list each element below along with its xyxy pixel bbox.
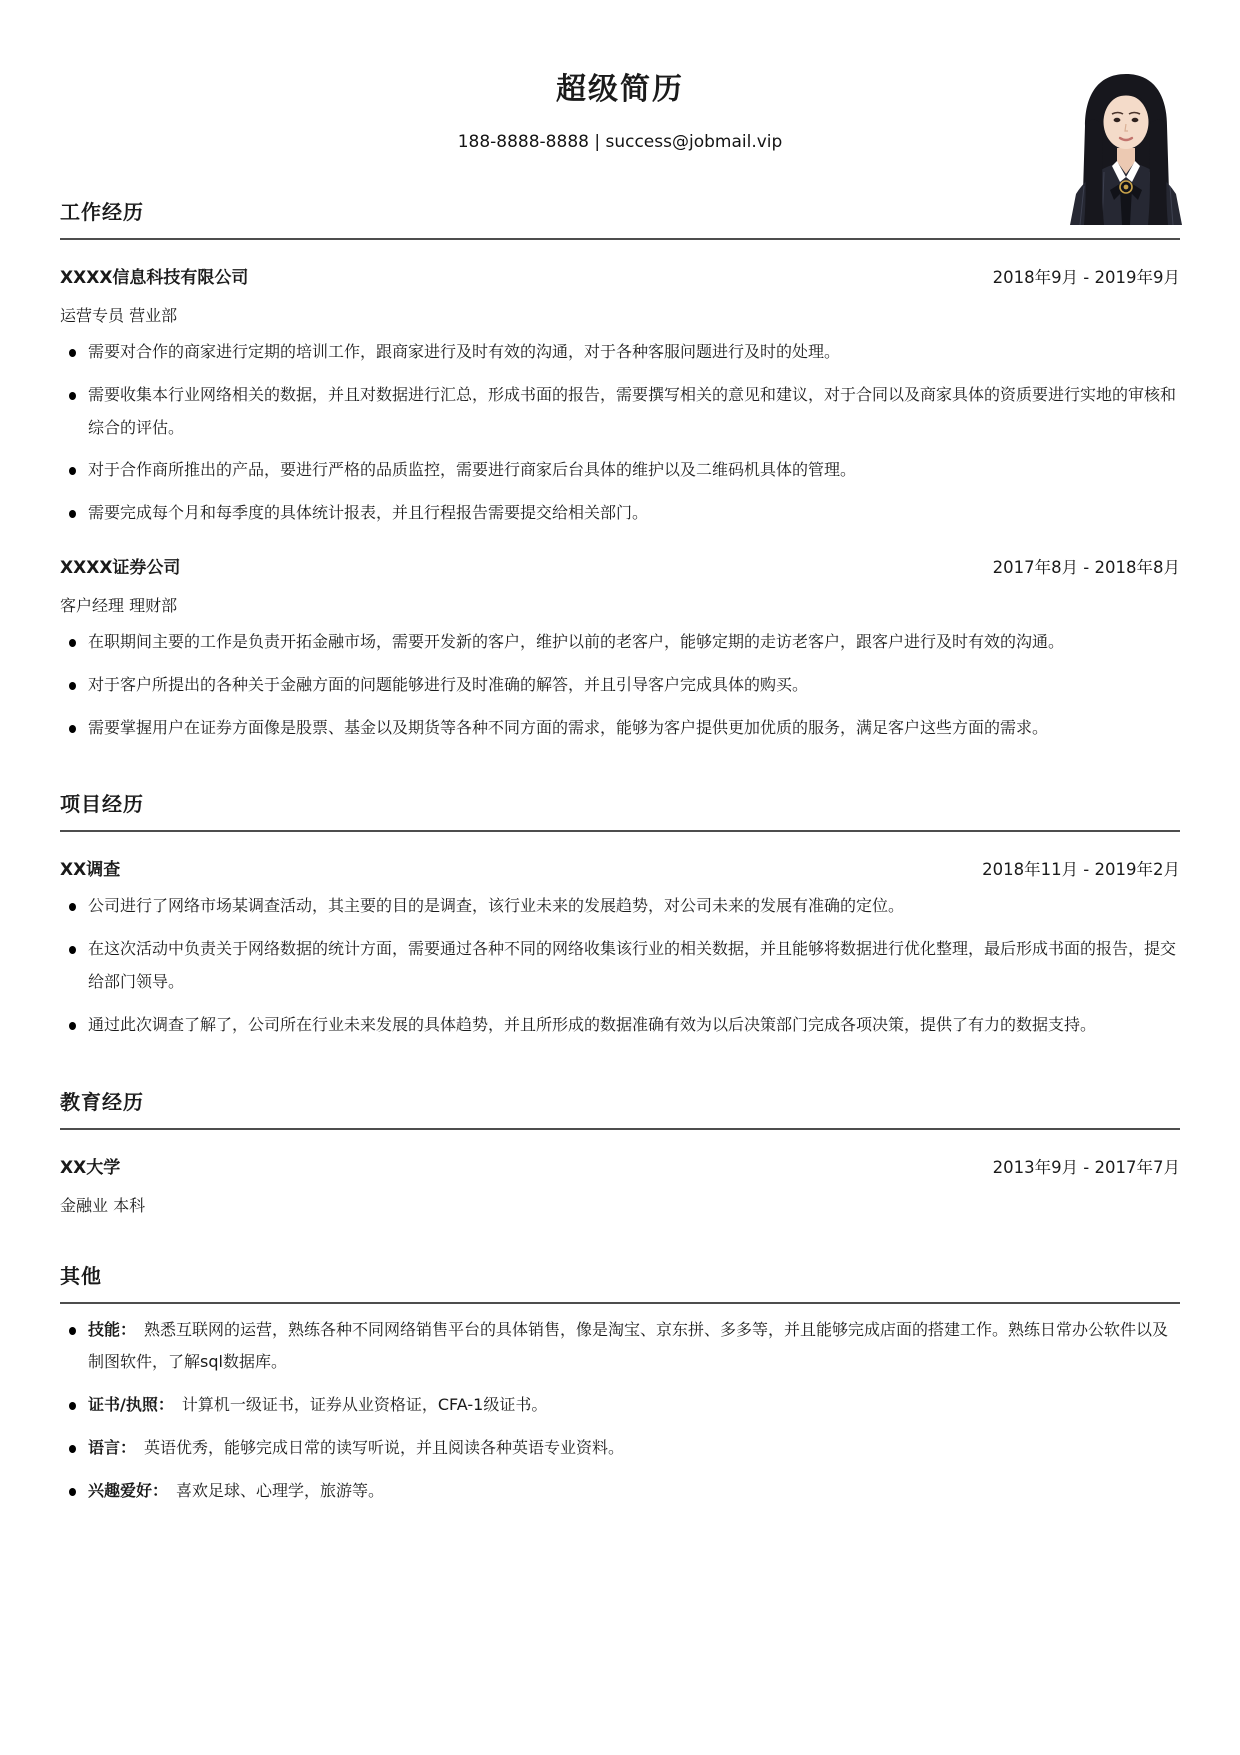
bullet-item: [60, 1389, 1180, 1422]
bullet-item: 对于客户所提出的各种关于金融方面的问题能够进行及时准确的解答，并且引导客户完成具体的购买。: [60, 669, 1180, 702]
project-entry: [60, 855, 1180, 1041]
bullet-item: [60, 1475, 1180, 1508]
profile-photo: [1060, 62, 1192, 225]
other-label: 语言：: [88, 1437, 137, 1457]
other-label: 技能：: [88, 1319, 137, 1339]
bullet-item: 需要对合作的商家进行定期的培训工作，跟商家进行及时有效的沟通，对于各种客服问题进行及时的处理。: [60, 336, 1180, 369]
page-title: 超级简历: [556, 72, 684, 107]
job-position: 客户经理 理财部: [60, 595, 178, 615]
contact-line: 188-8888-8888 | success@jobmail.vip: [457, 132, 783, 152]
job-entry: [60, 263, 1180, 530]
bullet-list: [60, 626, 1180, 744]
section-other: [60, 1260, 1180, 1508]
other-label: 证书/执照：: [88, 1395, 174, 1415]
job-period: 2018年9月 - 2019年9月: [992, 268, 1180, 287]
section-heading-projects: 项目经历: [60, 788, 1180, 832]
bullet-item: 在这次活动中负责关于网络数据的统计方面，需要通过各种不同的网络收集该行业的相关数据，并且能够将数据进行优化整理，最后形成书面的报告，提交给部门领导。: [60, 933, 1180, 999]
section-projects: [60, 788, 1180, 1041]
other-text: 英语优秀，能够完成日常的读写听说，并且阅读各种英语专业资料。: [144, 1437, 625, 1457]
other-text: 喜欢足球、心理学，旅游等。: [176, 1480, 385, 1500]
job-entry: [60, 553, 1180, 744]
section-heading-education: 教育经历: [60, 1086, 1180, 1130]
section-education: [60, 1086, 1180, 1216]
bullet-item: 通过此次调查了解了，公司所在行业未来发展的具体趋势，并且所形成的数据准确有效为以后决策部门完成各项决策，提供了有力的数据支持。: [60, 1009, 1180, 1042]
section-heading-work: 工作经历: [60, 196, 1180, 240]
bullet-item: 在职期间主要的工作是负责开拓金融市场，需要开发新的客户，维护以前的老客户，能够定期的走访老客户，跟客户进行及时有效的沟通。: [60, 626, 1180, 659]
bullet-list: [60, 1314, 1180, 1508]
other-text: 计算机一级证书，证券从业资格证，CFA-1级证书。: [181, 1395, 548, 1415]
bullet-item: 需要完成每个月和每季度的具体统计报表，并且行程报告需要提交给相关部门。: [60, 497, 1180, 530]
bullet-item: [60, 1314, 1180, 1380]
bullet-item: 需要掌握用户在证券方面像是股票、基金以及期货等各种不同方面的需求，能够为客户提供更加优质的服务，满足客户这些方面的需求。: [60, 712, 1180, 745]
bullet-item: 公司进行了网络市场某调查活动，其主要的目的是调查，该行业未来的发展趋势，对公司未来的发展有准确的定位。: [60, 890, 1180, 923]
job-period: 2017年8月 - 2018年8月: [992, 557, 1180, 577]
project-period: 2018年11月 - 2019年2月: [982, 860, 1180, 880]
other-text: 熟悉互联网的运营，熟练各种不同网络销售平台的具体销售，像是淘宝、京东拼、多多等，并且能够完成店面的搭建工作。熟练日常办公软件以及制图软件，了解sql数据库。: [88, 1319, 1169, 1372]
bullet-item: [60, 1432, 1180, 1465]
bullet-item: 对于合作商所推出的产品，要进行严格的品质监控，需要进行商家后台具体的维护以及二维码机具体的管理。: [60, 454, 1180, 487]
bullet-list: [60, 890, 1180, 1041]
company-name: XXXX证券公司: [60, 557, 181, 578]
education-period: 2013年9月 - 2017年7月: [992, 1157, 1180, 1177]
education-entry: [60, 1153, 1180, 1216]
job-position: 运营专员 营业部: [60, 306, 178, 325]
company-name: XXXX信息科技有限公司: [60, 268, 249, 288]
project-name: XX调查: [60, 860, 121, 881]
section-heading-other: 其他: [60, 1260, 1180, 1304]
school-name: XX大学: [60, 1157, 121, 1178]
section-work: [60, 196, 1180, 744]
bullet-list: [60, 336, 1180, 530]
other-label: 兴趣爱好：: [88, 1480, 169, 1500]
bullet-item: 需要收集本行业网络相关的数据，并且对数据进行汇总，形成书面的报告，需要撰写相关的意见和建议，对于合同以及商家具体的资质要进行实地的审核和综合的评估。: [60, 379, 1180, 445]
portrait-image: [1060, 62, 1192, 225]
education-detail: 金融业 本科: [60, 1195, 146, 1215]
